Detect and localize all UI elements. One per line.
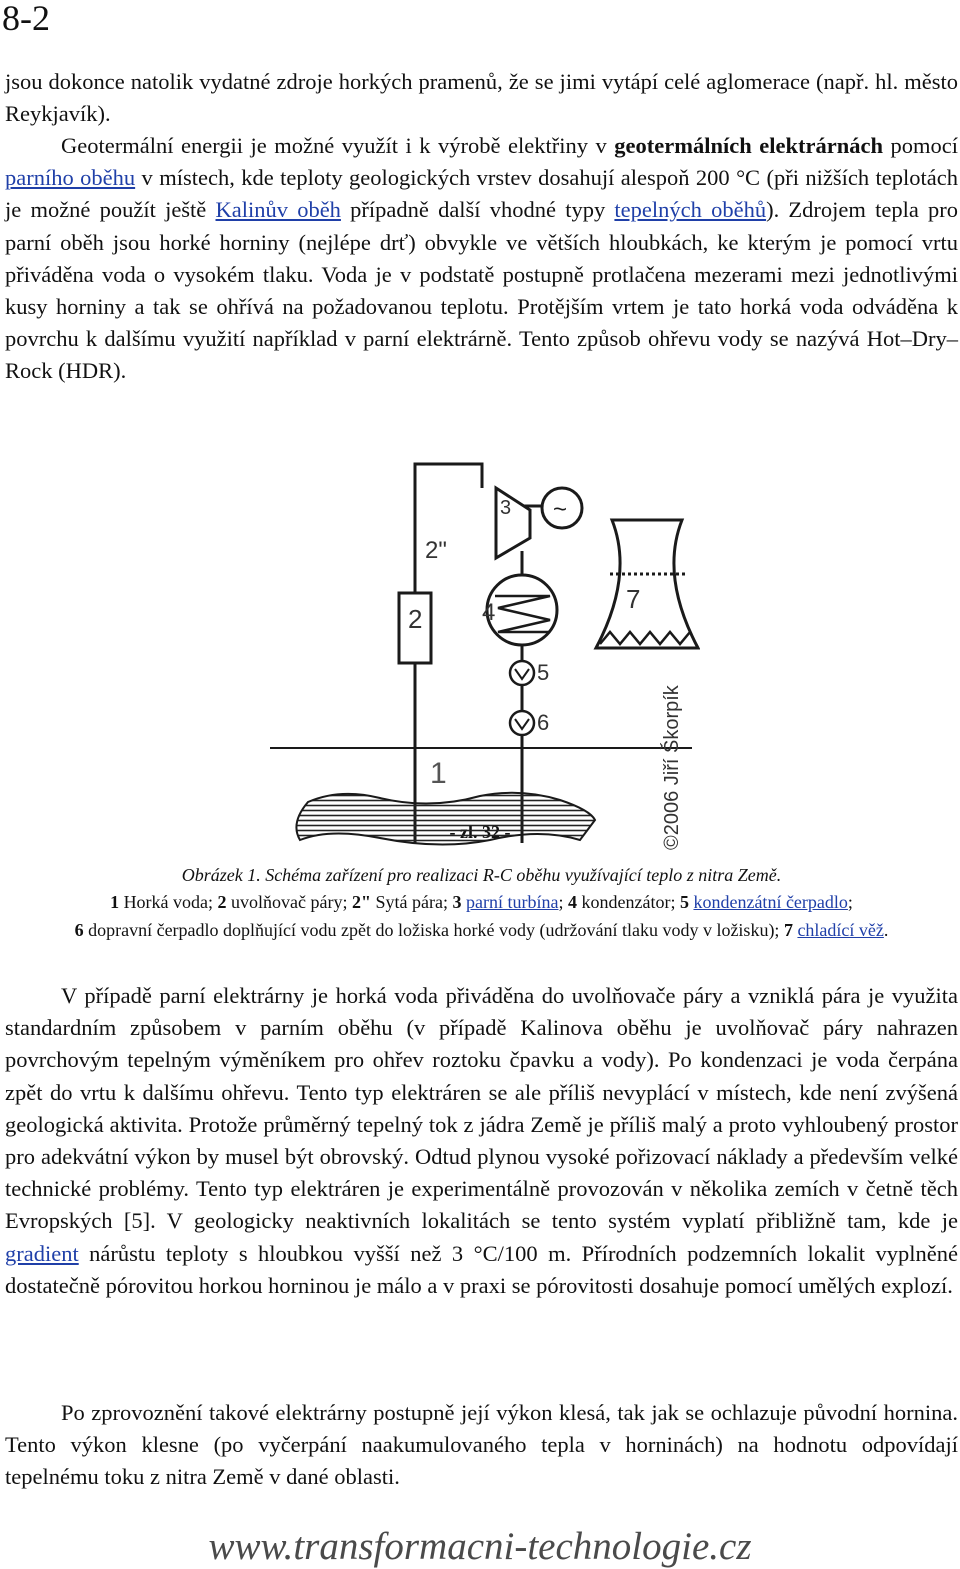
term-geothermal-plants: geotermálních elektrárnách: [614, 133, 883, 158]
paragraph-power-plant: V případě parní elektrárny je horká voda přiváděna do uvolňovače páry a vzniklá pára je využita standardním způsobem v parním oběhu (v případě Kalinova oběhu je uvolňovač páry nahrazen povrchovým tepelným výměníkem pro ohřev roztoku čpavku a vody). Po kondenzaci je voda čerpána zpět do vrtu k dalšímu ohřevu. Tento typ elektráren se ale příliš nevyplácí v místech, kde není zvýšená geologická aktivita. Protože průměrný tepelný tok z jádra Země je příliš malý a proto vyhloubený prostor pro adekvátní výkon by musel být obrovský. Odtud plynou vysoké pořizovací náklady a především velké technické problémy. Tento typ elektráren je experimentálně provozován v několika zemích v četně těch Evropských [5]. V geologicky neaktivních lokalitách se tento systém vyplatí přibližně tam, kde je gradient nárůstu teploty s hloubkou vyšší než 3 °C/100 m. Přírodních podzemních lokalit vyplněné dostatečně pórovitou horkou horninou je málo a v praxi se pórovitosti dosahuje pomocí umělých explozí.: [5, 983, 958, 1298]
copyright-note: ©2006 Jiří Škorpík: [661, 685, 683, 850]
link-steam-turbine[interactable]: parní turbína: [466, 892, 559, 912]
svg-text:1: 1: [430, 757, 447, 790]
svg-text:7: 7: [626, 584, 641, 614]
svg-text:2: 2: [408, 604, 423, 634]
link-kalina-cycle[interactable]: Kalinův oběh: [215, 197, 341, 223]
paragraph-geothermal: Geotermální energii je možné využít i k výrobě elektřiny v geotermálních elektrárnách pomocí parního oběhu v místech, kde teploty geologických vrstev dosahují alespoň 200 °C (při nižších teplotách je možné použít ještě Kalinův oběh případně další vhodné typy tepelných oběhů). Zdrojem tepla pro parní oběh jsou horké horniny (nejlépe drť) obvykle ve větších hloubkách, ke kterým je pomocí vrtu přiváděna voda o vysokém tlaku. Voda je v podstatě postupně protlačena mezerami mezi jednotlivými kusy horniny a tak se ohřívá na požadovanou teplotu. Protějším vrtem je tato horká voda odváděna k povrchu k dalšímu využití například v parní elektrárně. Tento způsob ohřevu vody se nazývá Hot–Dry–Rock (HDR).: [5, 133, 959, 384]
svg-text:~: ~: [553, 496, 568, 523]
svg-text:4: 4: [482, 599, 496, 626]
svg-text:2": 2": [425, 537, 447, 564]
paragraph-output-decline: Po zprovoznění takové elektrárny postupně její výkon klesá, tak jak se ochlazuje původní hornina. Tento výkon klesne (po vyčerpání naakumulovaného tepla v horninách) na hodnotu odpovídají tepelnému toku z nitra Země v dané oblasti.: [5, 1400, 958, 1490]
rc-cycle-diagram: [260, 448, 700, 858]
svg-text:5: 5: [537, 660, 550, 685]
link-thermal-cycles[interactable]: tepelných oběhů: [614, 197, 767, 223]
svg-text:3: 3: [500, 497, 512, 519]
condenser: [487, 575, 557, 645]
paragraph-intro: jsou dokonce natolik vydatné zdroje horkých pramenů, že se jimi vytápí celé aglomerace (např. hl. město Reykjavík).: [5, 69, 958, 127]
link-condensate-pump[interactable]: kondenzátní čerpadlo: [693, 892, 848, 912]
figure-caption-title: Obrázek 1. Schéma zařízení pro realizaci R-C oběhu využívající teplo z nitra Země.: [181, 865, 782, 885]
cooling-tower: [596, 520, 698, 648]
link-gradient[interactable]: gradient: [5, 1240, 79, 1266]
hot-rock-reservoir: [296, 793, 595, 845]
link-cooling-tower[interactable]: chladící věž: [797, 919, 884, 940]
figure-caption-legend: 1 Horká voda; 2 uvolňovač páry; 2" Sytá pára; 3 parní turbína; 4 kondenzátor; 5 kondenzátní čerpadlo; 6 dopravní čerpadlo doplňující vodu zpět do ložiska horké vody (udržování tlaku vody v ložisku); 7 chladící věž.: [74, 892, 889, 940]
footer-url: www.transformacni-technologie.cz: [208, 1525, 752, 1568]
page-number: 8-2: [2, 0, 50, 38]
link-steam-cycle[interactable]: parního oběhu: [5, 165, 136, 191]
svg-text:6: 6: [537, 710, 550, 735]
feed-pump: [510, 711, 534, 735]
condensate-pump: [510, 661, 534, 685]
